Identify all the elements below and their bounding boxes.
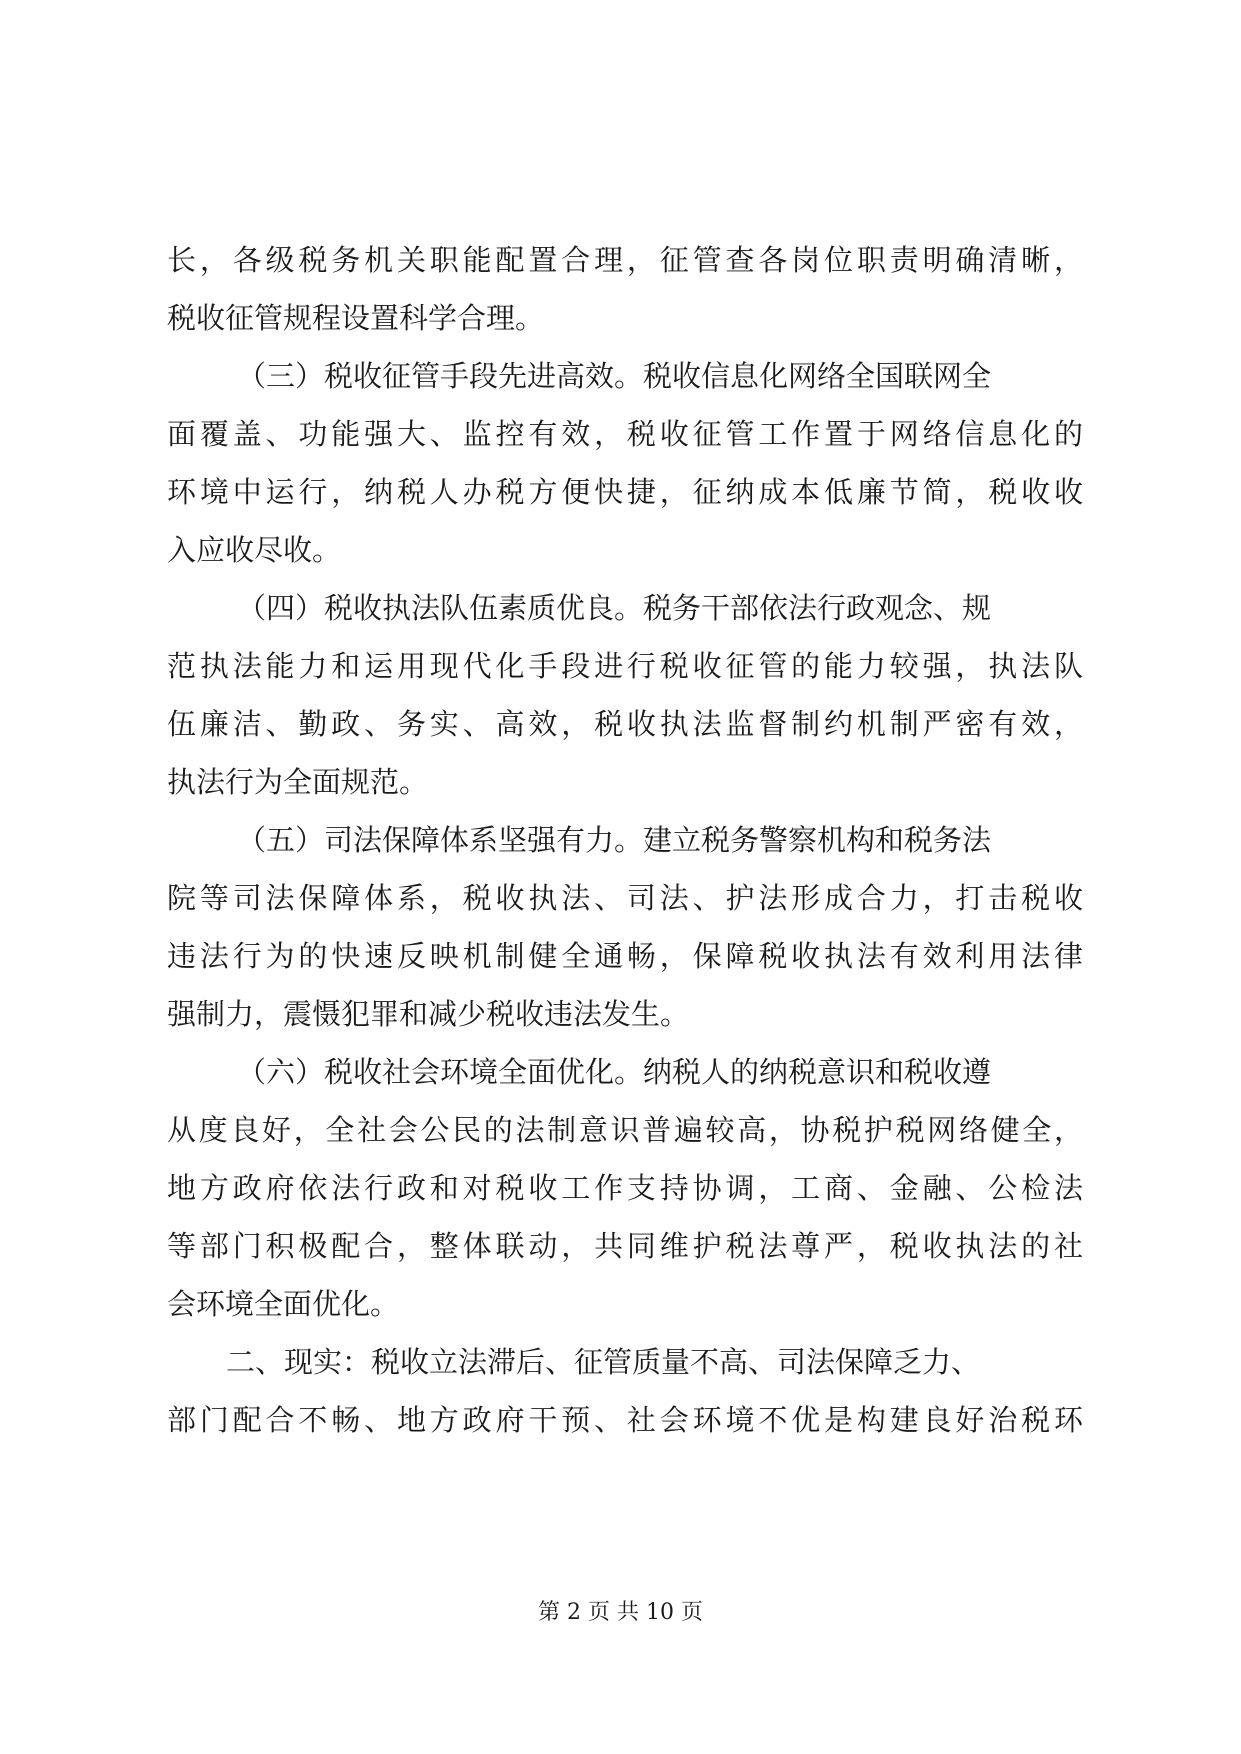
text-line: 违法行为的快速反映机制健全通畅，保障税收执法有效利用法律 bbox=[167, 939, 1083, 973]
text-line: 税收征管规程设置科学合理。 bbox=[167, 301, 545, 335]
text-line: 伍廉洁、勤政、务实、高效，税收执法监督制约机制严密有效， bbox=[167, 707, 1083, 741]
text-line: 部门配合不畅、地方政府干预、社会环境不优是构建良好治税环 bbox=[167, 1403, 1083, 1437]
page-number-footer: 第 2 页 共 10 页 bbox=[538, 1600, 703, 1625]
text-line: 等部门积极配合，整体联动，共同维护税法尊严，税收执法的社 bbox=[167, 1229, 1083, 1263]
text-line: （六）税收社会环境全面优化。纳税人的纳税意识和税收遵 bbox=[237, 1055, 992, 1089]
text-line: 强制力，震慑犯罪和减少税收违法发生。 bbox=[167, 997, 690, 1031]
text-line: 面覆盖、功能强大、监控有效，税收征管工作置于网络信息化的 bbox=[167, 417, 1083, 451]
text-line: 地方政府依法行政和对税收工作支持协调，工商、金融、公检法 bbox=[167, 1171, 1083, 1205]
text-line: 二、现实：税收立法滞后、征管质量不高、司法保障乏力、 bbox=[226, 1345, 981, 1379]
text-line: 执法行为全面规范。 bbox=[167, 765, 429, 799]
document-body bbox=[167, 231, 1083, 1449]
text-line: 入应收尽收。 bbox=[167, 533, 342, 567]
text-line: （五）司法保障体系坚强有力。建立税务警察机构和税务法 bbox=[237, 823, 992, 857]
text-line: 范执法能力和运用现代化手段进行税收征管的能力较强，执法队 bbox=[167, 649, 1083, 683]
text-line: （四）税收执法队伍素质优良。税务干部依法行政观念、规 bbox=[237, 591, 992, 625]
text-line: 长，各级税务机关职能配置合理，征管查各岗位职责明确清晰， bbox=[167, 243, 1083, 277]
text-line: 院等司法保障体系，税收执法、司法、护法形成合力，打击税收 bbox=[167, 881, 1083, 915]
text-line: （三）税收征管手段先进高效。税收信息化网络全国联网全 bbox=[237, 359, 992, 393]
text-line: 环境中运行，纳税人办税方便快捷，征纳成本低廉节简，税收收 bbox=[167, 475, 1083, 509]
text-line: 会环境全面优化。 bbox=[167, 1287, 400, 1321]
text-line: 从度良好，全社会公民的法制意识普遍较高，协税护税网络健全， bbox=[167, 1113, 1083, 1147]
